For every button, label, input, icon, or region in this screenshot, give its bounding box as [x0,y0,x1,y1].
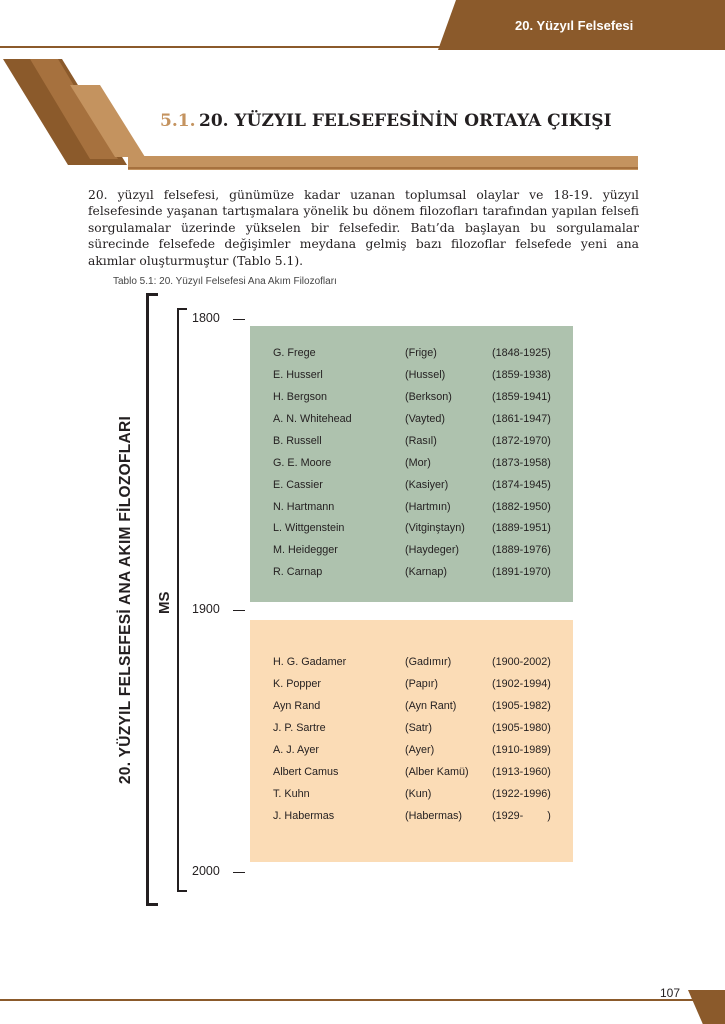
philosopher-name: E. Husserl [273,369,323,381]
paragraph-text: 20. yüzyıl felsefesi, günümüze kadar uzanan toplumsal olaylar ve 18-19. yüzyıl felsefesinde yaşanan tartışmalara yönelik bu dönem filozofları tarafından yapılan felsefi sorgulamalar üzerinde yükselen bir felsefedir. Batı’da başlayan bu sorgulamalar sürecinde felsefede değişimler meydana gelmiş bazı filozoflar felsefede yeni ana akımlar oluşturmuştur (Tablo 5.1). [88,188,639,268]
philosopher-name: T. Kuhn [273,788,310,800]
philosopher-lifespan: (1859-1938) [492,369,551,381]
table-row [273,391,573,411]
table-row [273,413,573,433]
table-row [273,501,573,521]
footer-rule [0,999,700,1001]
philosopher-name: G. Frege [273,347,316,359]
philosopher-lifespan: (1872-1970) [492,435,551,447]
table-row [273,744,573,764]
intro-paragraph [88,187,639,269]
philosopher-pronunciation: (Gadımır) [405,656,452,668]
philosopher-pronunciation: (Berkson) [405,391,452,403]
philosopher-lifespan: (1929- ) [492,810,551,822]
table-row [273,788,573,808]
table-row [273,369,573,389]
philosopher-name: A. J. Ayer [273,744,320,756]
philosopher-name: M. Heidegger [273,544,338,556]
philosopher-lifespan: (1848-1925) [492,347,551,359]
philosopher-pronunciation: (Ayer) [405,744,435,756]
year-1900: 1900 [192,602,220,616]
table-row [273,544,573,564]
philosopher-lifespan: (1905-1982) [492,700,551,712]
philosopher-lifespan: (1859-1941) [492,391,551,403]
philosopher-name: A. N. Whitehead [273,413,352,425]
table-row [273,479,573,499]
table-row [273,435,573,455]
philosopher-name: H. G. Gadamer [273,656,347,668]
philosopher-name: J. P. Sartre [273,722,326,734]
philosopher-pronunciation: (Mor) [405,457,431,469]
page-number: 107 [660,986,681,1000]
philosopher-name: E. Cassier [273,479,323,491]
philosopher-lifespan: (1891-1970) [492,566,551,578]
section-title: 20. YÜZYIL FELSEFESİNİN ORTAYA ÇIKIŞI [199,111,612,131]
footer-corner-decoration [688,990,725,1024]
vertical-title: 20. YÜZYIL FELSEFESİ ANA AKIM FİLOZOFLARI [117,415,134,785]
philosopher-name: J. Habermas [273,810,335,822]
running-title: 20. Yüzyıl Felsefesi [515,18,634,33]
philosopher-pronunciation: (Satr) [405,722,432,734]
philosopher-lifespan: (1900-2002) [492,656,551,668]
philosopher-lifespan: (1922-1996) [492,788,551,800]
table-row [273,522,573,542]
philosopher-pronunciation: (Hussel) [405,369,446,381]
philosopher-pronunciation: (Haydeger) [405,544,460,556]
philosopher-pronunciation: (Karnap) [405,566,448,578]
philosopher-name: G. E. Moore [273,457,332,469]
philosopher-name: R. Carnap [273,566,323,578]
table-row [273,566,573,586]
philosopher-pronunciation: (Kasiyer) [405,479,449,491]
table-row [273,810,573,830]
philosopher-pronunciation: (Vayted) [405,413,446,425]
philosopher-lifespan: (1905-1980) [492,722,551,734]
philosopher-lifespan: (1910-1989) [492,744,551,756]
philosopher-pronunciation: (Kun) [405,788,432,800]
philosopher-lifespan: (1873-1958) [492,457,551,469]
year-2000-tick [233,872,245,873]
inner-bracket [177,308,187,892]
section-number: 5.1. [160,111,196,131]
philosopher-pronunciation: (Habermas) [405,810,462,822]
philosopher-lifespan: (1889-1976) [492,544,551,556]
philosopher-lifespan: (1861-1947) [492,413,551,425]
philosopher-lifespan: (1913-1960) [492,766,551,778]
table-row [273,347,573,367]
table-row [273,700,573,720]
philosopher-pronunciation: (Ayn Rant) [405,700,457,712]
philosopher-pronunciation: (Rasıl) [405,435,437,447]
era-label: MS [156,591,173,614]
philosopher-pronunciation: (Alber Kamü) [405,766,469,778]
table-row [273,722,573,742]
table-row [273,678,573,698]
philosopher-pronunciation: (Papır) [405,678,438,690]
year-1800: 1800 [192,311,220,325]
year-2000: 2000 [192,864,220,878]
philosopher-name: H. Bergson [273,391,328,403]
header-rule [0,46,440,48]
year-1900-tick [233,610,245,611]
philosopher-pronunciation: (Hartmın) [405,501,451,513]
philosopher-lifespan: (1882-1950) [492,501,551,513]
philosopher-name: Ayn Rand [273,700,321,712]
deco-underline-shadow [128,167,638,169]
philosopher-name: B. Russell [273,435,322,447]
philosopher-pronunciation: (Vitginştayn) [405,522,465,534]
philosopher-pronunciation: (Frige) [405,347,437,359]
philosopher-lifespan: (1889-1951) [492,522,551,534]
philosopher-name: N. Hartmann [273,501,335,513]
table-caption: Tablo 5.1: 20. Yüzyıl Felsefesi Ana Akım Filozofları [113,276,337,287]
philosopher-name: Albert Camus [273,766,339,778]
table-row [273,656,573,676]
philosopher-name: K. Popper [273,678,322,690]
philosopher-lifespan: (1902-1994) [492,678,551,690]
table-row [273,766,573,786]
year-1800-tick [233,319,245,320]
philosopher-lifespan: (1874-1945) [492,479,551,491]
table-row [273,457,573,477]
philosopher-name: L. Wittgenstein [273,522,345,534]
